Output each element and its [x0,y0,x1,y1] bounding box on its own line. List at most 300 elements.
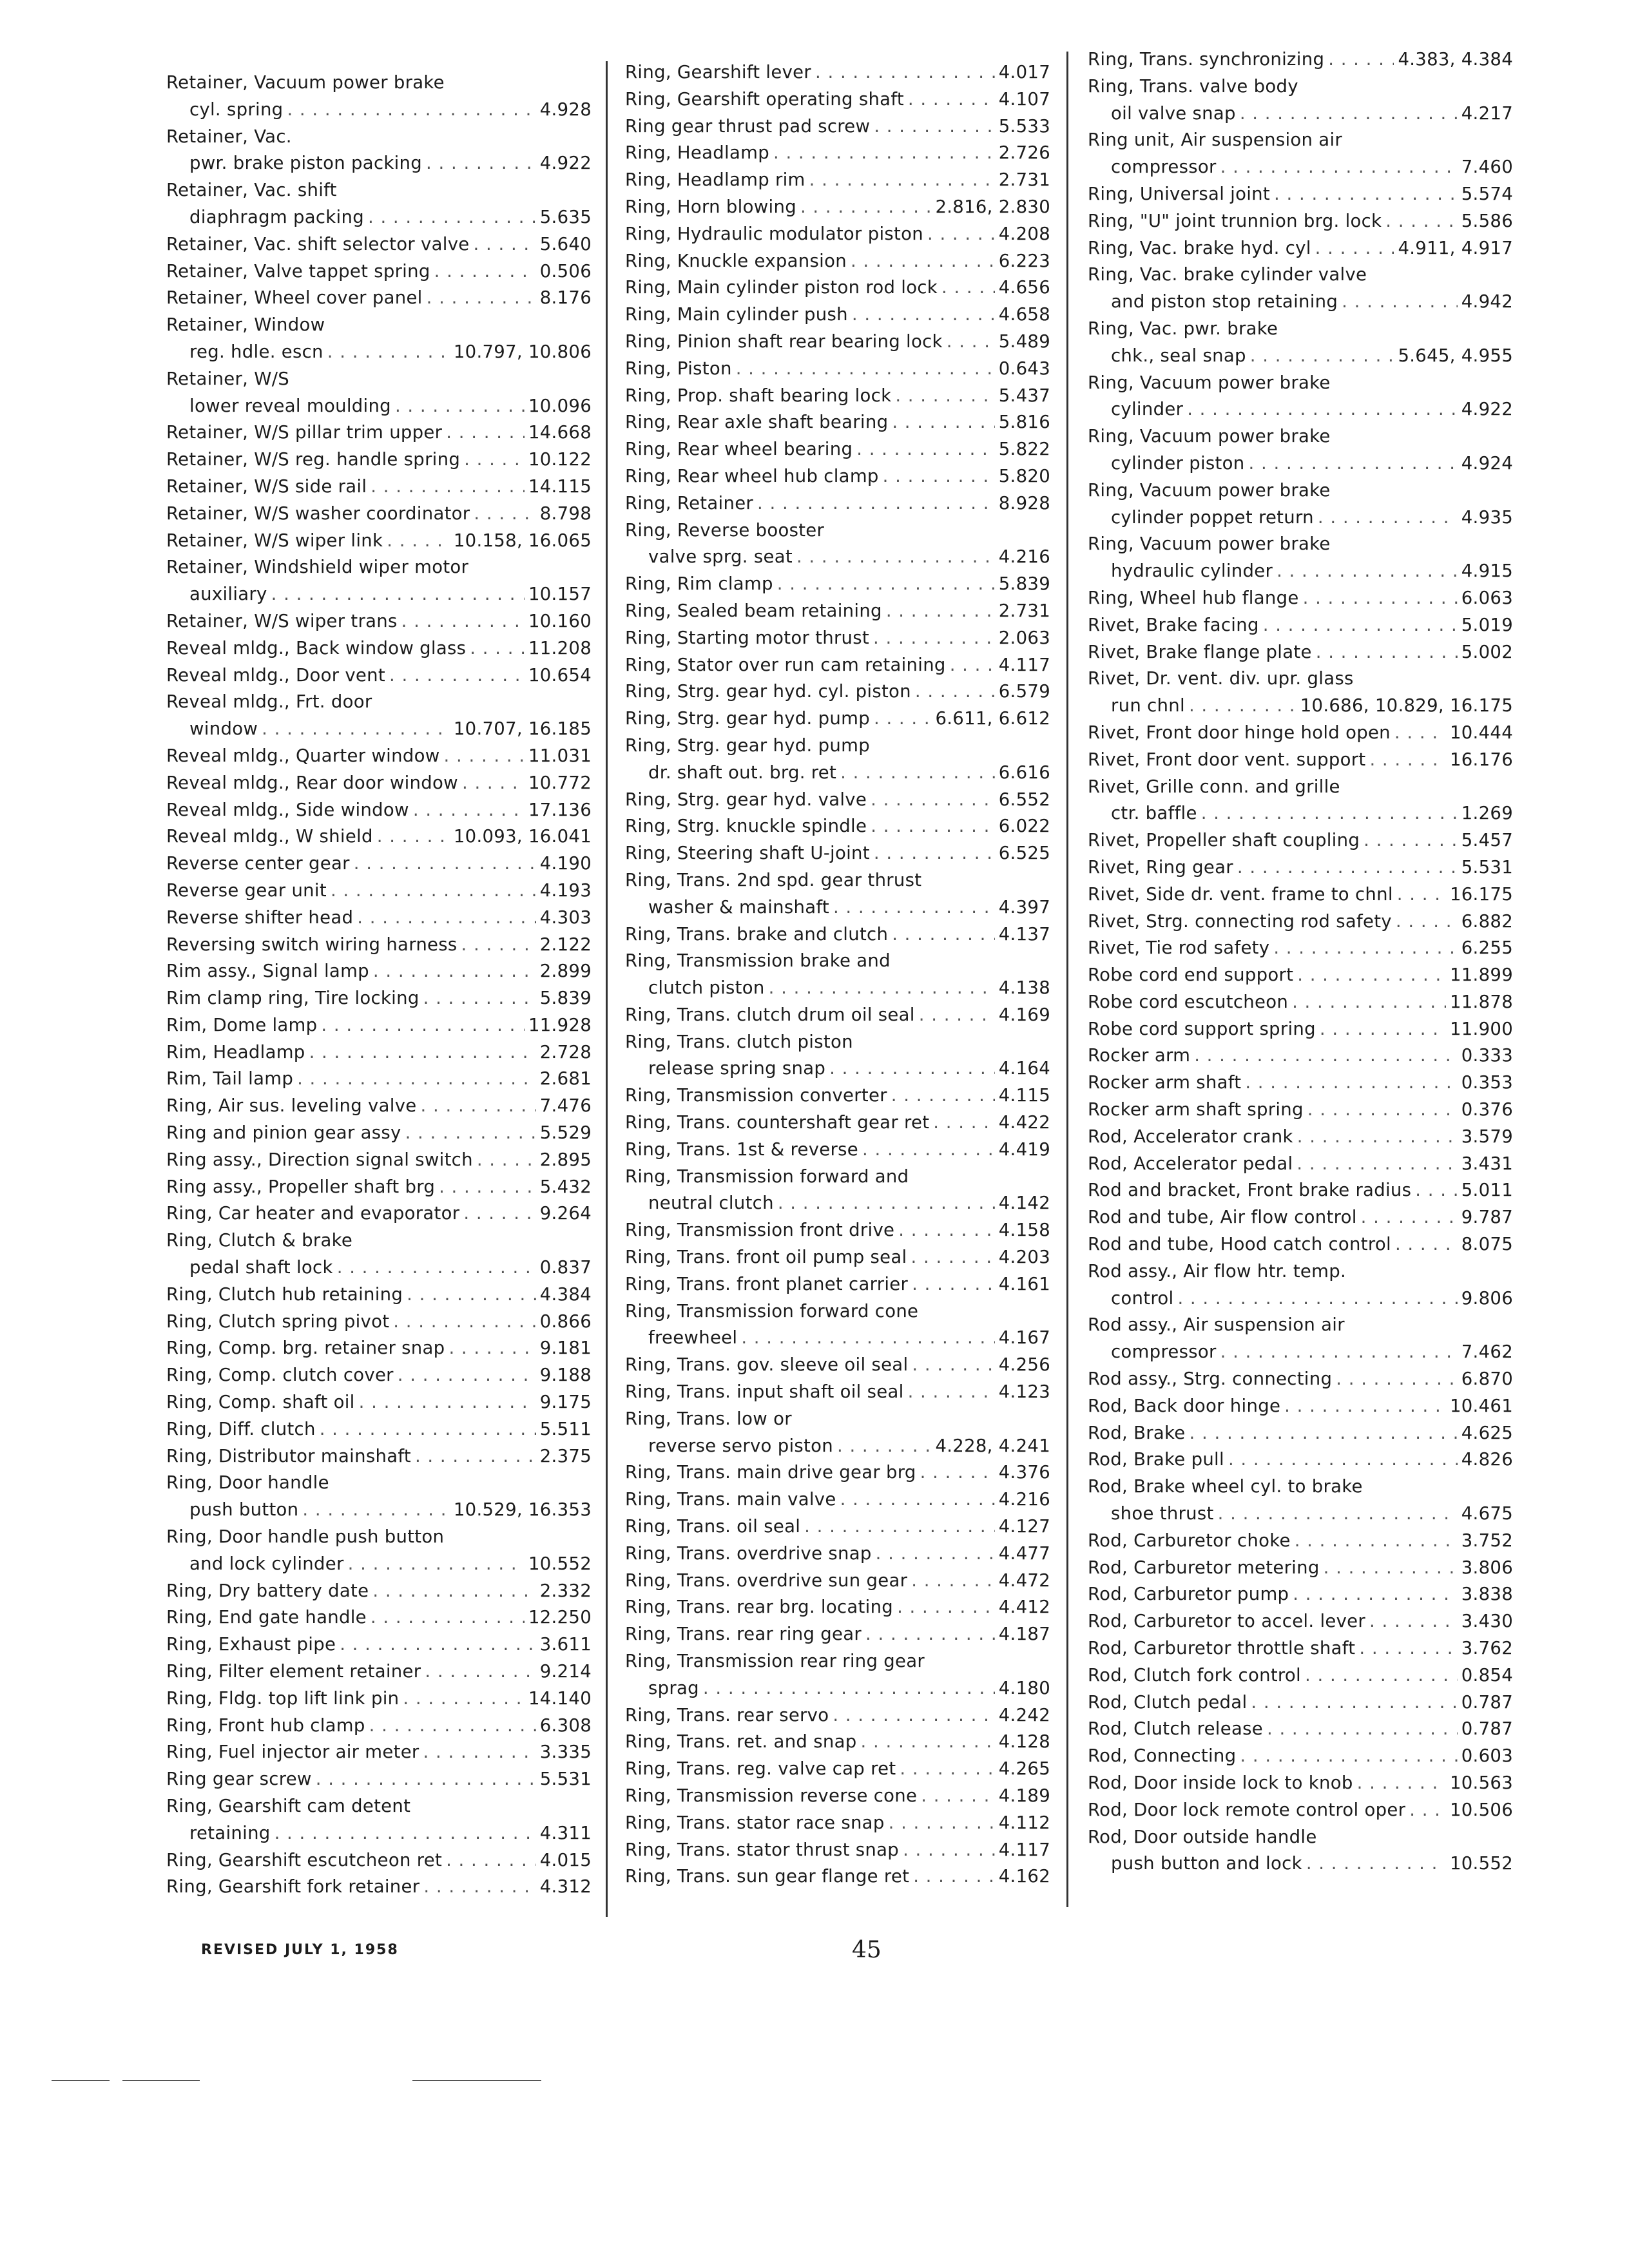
entry-term: Ring, Filter element retainer [166,1661,421,1682]
index-entry [1088,181,1513,208]
entry-term: Ring, Stator over run cam retaining [625,654,946,675]
entry-reference: 4.242 [998,1704,1050,1725]
index-entry [625,840,1050,867]
dot-leader [1284,1393,1446,1420]
dot-leader [1250,343,1394,370]
index-entry [625,248,1050,275]
index-entry [625,867,1050,921]
dot-leader [861,1729,995,1756]
entry-term: Ring, Strg. gear hyd. pump [625,735,870,756]
entry-reference: 2.731 [998,600,1050,621]
entry-reference: 3.806 [1461,1557,1513,1578]
entry-reference: 5.839 [539,988,592,1009]
entry-reference: 5.822 [998,439,1050,460]
entry-term: Retainer, Window [166,314,325,336]
dot-leader [446,419,525,447]
entry-reference: 3.762 [1461,1638,1513,1659]
entry-reference: 2.728 [539,1041,592,1062]
dot-leader [1292,989,1446,1016]
index-entry [625,787,1050,814]
entry-term: Retainer, Valve tappet spring [166,260,430,282]
entry-term: Ring, Rim clamp [625,573,773,595]
dot-leader [903,1837,995,1864]
entry-term: Ring, Gearshift cam detent [166,1796,411,1816]
entry-term: Ring, Trans. 2nd spd. gear thrust [625,869,922,890]
entry-reference: 9.787 [1461,1207,1513,1228]
entry-reference: 2.122 [539,934,592,955]
entry-reference: 3.335 [539,1742,592,1763]
entry-reference: 5.531 [1461,856,1513,878]
index-entry [166,124,592,178]
index-entry [1088,854,1513,881]
index-entry [1088,1446,1513,1474]
dot-leader [1318,505,1458,532]
entry-term: Ring assy., Propeller shaft brg [166,1176,436,1197]
entry-reference: 6.552 [998,789,1050,810]
dot-leader [354,850,536,878]
entry-reference: 10.158, 16.065 [453,530,592,551]
entry-reference: 3.579 [1461,1126,1513,1147]
entry-reference: 9.264 [539,1203,592,1224]
index-entry [625,678,1050,706]
entry-term: Reveal mldg., Rear door window [166,772,458,793]
dot-leader [703,1675,995,1702]
entry-reference: 5.489 [998,331,1050,352]
entry-reference: 6.308 [539,1715,592,1736]
dot-leader [398,1362,536,1389]
entry-term: Ring, Clutch hub retaining [166,1283,403,1305]
entry-reference: 4.216 [998,1489,1050,1510]
dot-leader [933,1110,994,1137]
entry-reference: 4.107 [998,88,1050,110]
index-entry [166,1066,592,1093]
entry-term-continuation: auxiliary [189,584,267,605]
index-entry [625,194,1050,221]
dot-leader [340,1631,536,1658]
entry-term: Ring, Trans. 1st & reverse [625,1139,858,1160]
entry-term: Ring, Comp. shaft oil [166,1392,355,1413]
entry-reference: 5.002 [1461,641,1513,662]
entry-term: Ring, Trans. ret. and snap [625,1731,857,1753]
entry-term: Ring, Car heater and evaporator [166,1203,460,1224]
entry-term: Ring, Trans. front planet carrier [625,1273,909,1294]
index-entry [166,474,592,501]
index-entry [1088,720,1513,747]
dot-leader [950,652,995,679]
entry-reference: 10.772 [528,772,592,793]
dot-leader [423,985,536,1012]
dot-leader [1315,235,1394,262]
dot-leader [425,1658,535,1686]
dot-leader [809,167,995,194]
entry-reference: 10.563 [1449,1773,1513,1793]
entry-term: Ring, Trans. front oil pump seal [625,1247,907,1268]
entry-term: Rim assy., Signal lamp [166,961,369,982]
index-entry [625,813,1050,840]
dot-leader [891,1082,995,1110]
dot-leader [423,1739,536,1766]
index-entry [166,231,592,258]
dot-leader [920,1459,995,1486]
entry-term-continuation: and piston stop retaining [1111,291,1338,312]
dot-leader [387,528,450,555]
dot-leader [1385,208,1457,235]
dot-leader [271,581,525,608]
dot-leader [371,474,525,501]
dot-leader [804,1514,995,1541]
dot-leader [908,1379,995,1406]
index-entry [1088,1689,1513,1716]
dot-leader [1409,1797,1446,1824]
entry-reference: 4.384 [539,1283,592,1305]
dot-leader [337,1254,536,1282]
index-entry [625,274,1050,302]
dot-leader [1357,1770,1446,1797]
entry-term: Ring, Trans. synchronizing [1088,49,1325,70]
entry-reference: 5.529 [539,1122,592,1144]
index-entry [166,1039,592,1066]
entry-term: Rivet, Propeller shaft coupling [1088,830,1360,851]
entry-term: Ring, Trans. gov. sleeve oil seal [625,1354,909,1376]
entry-reference: 4.675 [1461,1503,1513,1524]
dot-leader [874,840,995,867]
entry-term: Ring, Trans. overdrive snap [625,1542,872,1564]
entry-reference: 16.175 [1449,883,1513,905]
entry-term: Ring, Trans. stator thrust snap [625,1839,900,1860]
entry-term-continuation: compressor [1111,157,1217,178]
dot-leader [833,894,995,921]
dot-leader [1218,1501,1458,1528]
index-entry [1088,881,1513,908]
index-entry [625,1729,1050,1756]
entry-term-continuation: oil valve snap [1111,102,1236,124]
dot-leader [1245,1070,1457,1097]
entry-reference: 11.031 [528,745,592,766]
index-entry [166,528,592,555]
index-entry [166,1443,592,1470]
dot-leader [309,1039,536,1066]
index-entry [1088,1420,1513,1447]
dot-leader [873,625,995,652]
index-entry [166,797,592,824]
entry-reference: 4.922 [539,153,592,174]
entry-reference: 4.911, 4.917 [1398,237,1513,258]
entry-reference: 10.160 [528,610,592,631]
entry-term: Ring, Trans. clutch piston [625,1031,853,1052]
entry-reference: 4.217 [1461,102,1513,124]
entry-term: Ring, Universal joint [1088,183,1270,204]
dot-leader [1369,747,1446,774]
entry-term: Ring, Trans. sun gear flange ret [625,1866,910,1887]
index-entry [625,221,1050,248]
entry-term: Rim, Headlamp [166,1041,305,1062]
dot-leader [871,787,995,814]
entry-reference: 5.011 [1461,1180,1513,1201]
index-entry [625,1568,1050,1595]
dot-leader [1359,1635,1457,1662]
index-entry [625,1110,1050,1137]
entry-term-continuation: and lock cylinder [189,1553,344,1574]
index-entry [1088,1043,1513,1070]
index-entry [625,1594,1050,1621]
entry-reference: 5.645, 4.955 [1398,345,1513,366]
dot-leader [371,1604,525,1631]
entry-term: Ring, Vac. brake cylinder valve [1088,264,1367,285]
entry-term-continuation: ctr. baffle [1111,803,1197,824]
dot-leader [462,770,525,797]
entry-reference: 5.820 [998,465,1050,486]
dot-leader [1364,827,1458,854]
index-entry [166,366,592,420]
entry-term: Ring, Exhaust pipe [166,1634,336,1655]
index-entry [625,1621,1050,1648]
entry-reference: 0.787 [1461,1718,1513,1740]
entry-term: Ring, Hydraulic modulator piston [625,223,923,244]
entry-term: Reveal mldg., Quarter window [166,745,440,766]
entry-reference: 4.216 [998,546,1050,568]
dot-leader [373,958,536,985]
index-entry [166,419,592,447]
index-entry [625,59,1050,86]
index-entry [166,743,592,770]
index-entry [166,1309,592,1336]
entry-term: Ring, Strg. knuckle spindle [625,816,867,837]
entry-reference: 11.900 [1449,1018,1513,1039]
entry-reference: 5.635 [539,206,592,227]
index-entry [1088,235,1513,262]
entry-term: Ring, Vacuum power brake [1088,533,1331,555]
entry-reference: 4.203 [998,1247,1050,1268]
entry-reference: 4.312 [539,1876,592,1898]
entry-term: Rivet, Front door hinge hold open [1088,722,1391,743]
entry-reference: 8.798 [539,503,592,524]
index-entry [625,1029,1050,1083]
dot-leader [900,1756,994,1783]
entry-term: Ring, Distributor mainshaft [166,1445,411,1466]
index-entry [166,689,592,743]
index-entry [166,1793,592,1847]
entry-reference: 10.797, 10.806 [453,341,592,362]
index-entry [1088,747,1513,774]
entry-reference: 8.176 [539,287,592,309]
dot-leader [320,1416,536,1443]
index-entry [166,1847,592,1874]
entry-reference: 4.303 [539,907,592,928]
entry-reference: 0.837 [539,1257,592,1278]
index-entry [1088,127,1513,181]
entry-reference: 5.816 [998,412,1050,433]
dot-leader [1240,1743,1457,1770]
entry-reference: 2.731 [998,169,1050,191]
entry-term: Rod assy., Strg. connecting [1088,1369,1333,1390]
entry-term: Retainer, W/S wiper link [166,530,383,551]
entry-reference: 6.223 [998,250,1050,271]
index-entry [625,1271,1050,1298]
index-entry [1088,774,1513,828]
entry-term-continuation: cylinder poppet return [1111,506,1314,528]
entry-term: Rod, Clutch pedal [1088,1691,1248,1713]
index-entry [166,1282,592,1309]
entry-term: Rod and tube, Hood catch control [1088,1234,1391,1255]
dot-leader [1395,1231,1458,1258]
entry-term-continuation: chk., seal snap [1111,345,1246,366]
dot-leader [1274,181,1458,208]
index-entry [1088,1474,1513,1528]
entry-term: Ring, Rear wheel hub clamp [625,465,879,486]
entry-term: Ring, Transmission reverse cone [625,1785,918,1806]
dot-leader [886,598,995,625]
entry-term: Retainer, W/S reg. handle spring [166,449,461,470]
entry-reference: 7.462 [1461,1341,1513,1363]
entry-reference: 0.854 [1461,1664,1513,1686]
entry-term: Rod, Brake wheel cyl. to brake [1088,1476,1363,1497]
scan-mark [412,2080,541,2081]
index-entry [166,985,592,1012]
dot-leader [856,436,995,463]
dot-leader [1316,639,1458,666]
entry-term: Rod assy., Air flow htr. temp. [1088,1260,1347,1282]
index-entry [1088,1258,1513,1312]
entry-reference: 7.460 [1461,157,1513,178]
index-entry [166,554,592,608]
entry-term-continuation: hydraulic cylinder [1111,561,1273,582]
dot-leader [1415,1177,1458,1204]
index-entry [1088,531,1513,585]
dot-leader [862,1137,995,1164]
entry-term: Ring, Clutch & brake [166,1230,353,1251]
entry-term: Reveal mldg., Frt. door [166,691,372,713]
entry-reference: 4.928 [539,99,592,120]
dot-leader [1328,46,1394,73]
dot-leader [1295,1528,1458,1555]
dot-leader [262,716,450,743]
entry-term: Ring, Trans. stator race snap [625,1812,885,1833]
dot-leader [815,59,995,86]
entry-reference: 4.658 [998,304,1050,325]
index-entry [625,1810,1050,1837]
entry-reference: 4.161 [998,1273,1050,1294]
index-entry [166,608,592,635]
entry-term: Ring, Trans. brake and clutch [625,923,889,945]
entry-term: Ring, Headlamp rim [625,169,805,191]
entry-term-continuation: diaphragm packing [189,206,364,227]
entry-reference: 10.654 [528,664,592,686]
revision-date: REVISED JULY 1, 1958 [201,1942,399,1958]
index-entry [625,302,1050,329]
entry-term: Rivet, Dr. vent. div. upr. glass [1088,668,1354,689]
dot-leader [837,1433,931,1460]
index-entry [625,1648,1050,1702]
entry-term: Ring, Vacuum power brake [1088,372,1331,393]
dot-leader [1342,289,1458,316]
index-entry [1088,666,1513,720]
entry-term: Ring, Strg. gear hyd. valve [625,789,867,810]
entry-reference: 4.419 [998,1139,1050,1160]
entry-reference: 5.640 [539,233,592,255]
entry-term: Ring, Retainer [625,492,754,514]
entry-term: Ring, Sealed beam retaining [625,600,882,621]
dot-leader [1273,935,1457,962]
dot-leader [359,1389,536,1416]
index-entry [166,1713,592,1740]
entry-reference: 14.668 [528,422,592,443]
dot-leader [1394,720,1446,747]
entry-reference: 0.787 [1461,1691,1513,1713]
dot-leader [874,706,931,733]
index-entry [166,1686,592,1713]
dot-leader [1190,1420,1458,1447]
entry-term: Ring, Transmission converter [625,1085,887,1106]
index-entry [625,1298,1050,1352]
index-entry [166,1416,592,1443]
entry-reference: 5.432 [539,1176,592,1197]
index-entry [625,921,1050,948]
index-entry [625,733,1050,787]
dot-leader [757,490,995,517]
entry-term: Rod, Door outside handle [1088,1826,1317,1847]
index-entry [166,501,592,528]
dot-leader [1336,1366,1458,1393]
entry-term: Ring, Vac. brake hyd. cyl [1088,237,1311,258]
dot-leader [1396,908,1458,936]
entry-reference: 4.115 [998,1085,1050,1106]
index-entry [1088,1824,1513,1878]
index-entry [1088,1177,1513,1204]
index-entry [166,1604,592,1631]
entry-term: Ring, Fuel injector air meter [166,1742,419,1763]
entry-reference: 0.603 [1461,1745,1513,1767]
entry-term: Ring, Trans. main valve [625,1489,836,1510]
entry-term-continuation: pedal shaft lock [189,1257,333,1278]
index-entry [625,86,1050,113]
entry-reference: 4.017 [998,62,1050,82]
entry-term: Ring, Door handle push button [166,1526,445,1548]
entry-term-continuation: push button and lock [1111,1853,1302,1874]
entry-reference: 3.752 [1461,1530,1513,1551]
entry-reference: 4.138 [998,977,1050,999]
entry-reference: 4.015 [539,1849,592,1870]
entry-term: Reveal mldg., Back window glass [166,637,467,658]
index-entry [625,409,1050,436]
entry-reference: 10.157 [528,584,592,605]
dot-leader [377,823,450,850]
dot-leader [889,1810,995,1837]
entry-term: Rivet, Strg. connecting rod safety [1088,910,1392,932]
entry-term: Rim, Tail lamp [166,1068,294,1090]
dot-leader [1194,1043,1458,1070]
entry-term: Ring, Knuckle expansion [625,250,847,271]
dot-leader [876,1541,995,1568]
dot-leader [413,797,525,824]
entry-reference: 10.506 [1449,1799,1513,1820]
entry-term: Ring, Transmission rear ring gear [625,1651,925,1672]
entry-term: Ring, "U" joint trunnion brg. lock [1088,210,1382,231]
entry-term: Ring, Trans. main drive gear brg [625,1462,916,1483]
entry-term: Rod, Carburetor choke [1088,1530,1291,1551]
dot-leader [915,678,995,706]
index-entry [1088,1770,1513,1797]
entry-reference: 4.256 [998,1354,1050,1376]
entry-reference: 0.643 [998,358,1050,379]
index-entry [1088,1124,1513,1151]
index-entry [625,463,1050,490]
dot-leader [1297,1124,1458,1151]
entry-term: Ring, Rear wheel bearing [625,439,853,460]
index-entry [1088,316,1513,370]
entry-term: Rod, Door lock remote control oper [1088,1799,1406,1820]
entry-reference: 4.397 [998,896,1050,918]
entry-term: Rod, Carburetor to accel. lever [1088,1611,1365,1632]
